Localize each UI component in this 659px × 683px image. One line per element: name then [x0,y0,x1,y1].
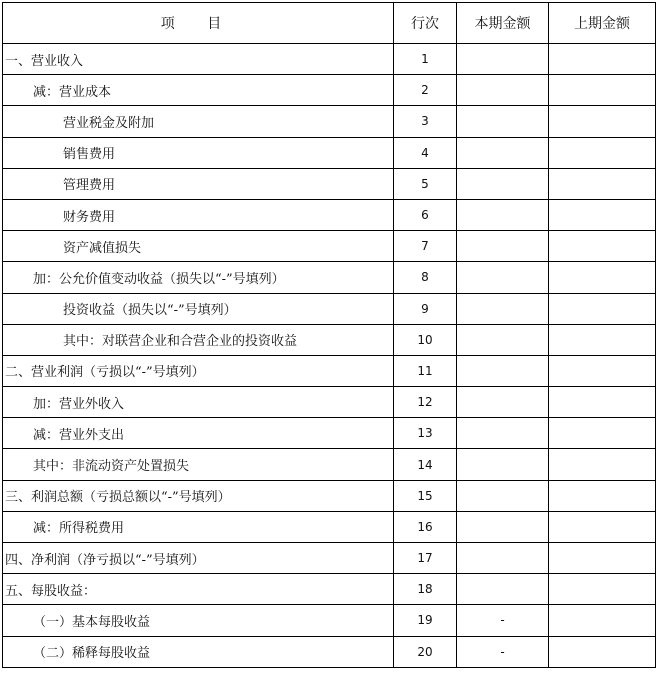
previous-amount-cell[interactable] [549,324,656,355]
previous-amount-cell[interactable] [549,262,656,293]
item-label: 四、净利润（净亏损以“-”号填列） [3,543,394,574]
table-row [3,605,656,636]
item-label: 其中：非流动资产处置损失 [3,449,394,480]
row-number: 8 [394,262,457,293]
table-row [3,199,656,230]
item-label: 销售费用 [3,137,394,168]
previous-amount-cell[interactable] [549,574,656,605]
row-number: 13 [394,418,457,449]
table-row [3,262,656,293]
table-row [3,137,656,168]
previous-amount-cell[interactable] [549,355,656,386]
row-number: 15 [394,480,457,511]
item-label: 五、每股收益： [3,574,394,605]
current-amount-cell[interactable] [457,511,549,542]
current-amount-cell[interactable] [457,418,549,449]
row-number: 12 [394,387,457,418]
previous-amount-cell[interactable] [549,293,656,324]
row-number: 9 [394,293,457,324]
item-label: 二、营业利润（亏损以“-”号填列） [3,355,394,386]
item-label: 管理费用 [3,168,394,199]
item-label: 一、营业收入 [3,44,394,75]
current-amount-cell[interactable] [457,449,549,480]
table-row [3,231,656,262]
table-row [3,387,656,418]
previous-amount-cell[interactable] [549,106,656,137]
header-current-amount: 本期金额 [457,3,549,44]
item-label: 其中：对联营企业和合营企业的投资收益 [3,324,394,355]
item-label: 减：营业外支出 [3,418,394,449]
table-row [3,636,656,667]
row-number: 14 [394,449,457,480]
current-amount-cell[interactable] [457,355,549,386]
table-row [3,44,656,75]
table-row [3,480,656,511]
current-amount-cell[interactable]: - [457,605,549,636]
item-label: 营业税金及附加 [3,106,394,137]
current-amount-cell[interactable] [457,168,549,199]
item-label: 减：所得税费用 [3,511,394,542]
table-row [3,511,656,542]
row-number: 1 [394,44,457,75]
current-amount-cell[interactable] [457,324,549,355]
header-item: 项 目 [3,3,394,44]
item-label: 资产减值损失 [3,231,394,262]
previous-amount-cell[interactable] [549,449,656,480]
table-row [3,418,656,449]
table-row [3,168,656,199]
current-amount-cell[interactable] [457,480,549,511]
header-row [3,3,656,44]
row-number: 18 [394,574,457,605]
item-label: 财务费用 [3,199,394,230]
item-label: 三、利润总额（亏损总额以“-”号填列） [3,480,394,511]
income-statement-table [2,2,656,668]
previous-amount-cell[interactable] [549,511,656,542]
row-number: 4 [394,137,457,168]
previous-amount-cell[interactable] [549,387,656,418]
previous-amount-cell[interactable] [549,480,656,511]
row-number: 11 [394,355,457,386]
current-amount-cell[interactable] [457,44,549,75]
current-amount-cell[interactable] [457,231,549,262]
table-row [3,324,656,355]
item-label: 加：营业外收入 [3,387,394,418]
previous-amount-cell[interactable] [549,44,656,75]
current-amount-cell[interactable] [457,387,549,418]
current-amount-cell[interactable] [457,293,549,324]
current-amount-cell[interactable] [457,137,549,168]
row-number: 19 [394,605,457,636]
header-row-number: 行次 [394,3,457,44]
current-amount-cell[interactable] [457,574,549,605]
table-row [3,106,656,137]
current-amount-cell[interactable] [457,262,549,293]
previous-amount-cell[interactable] [549,543,656,574]
item-label: （二）稀释每股收益 [3,636,394,667]
table-row [3,75,656,106]
item-label: 投资收益（损失以“-”号填列） [3,293,394,324]
current-amount-cell[interactable] [457,543,549,574]
row-number: 6 [394,199,457,230]
previous-amount-cell[interactable] [549,199,656,230]
row-number: 5 [394,168,457,199]
previous-amount-cell[interactable] [549,168,656,199]
previous-amount-cell[interactable] [549,75,656,106]
item-label: 加：公允价值变动收益（损失以“-”号填列） [3,262,394,293]
previous-amount-cell[interactable] [549,418,656,449]
row-number: 7 [394,231,457,262]
row-number: 3 [394,106,457,137]
table-row [3,574,656,605]
current-amount-cell[interactable] [457,75,549,106]
table-row [3,449,656,480]
row-number: 2 [394,75,457,106]
current-amount-cell[interactable] [457,106,549,137]
previous-amount-cell[interactable] [549,636,656,667]
item-label: （一）基本每股收益 [3,605,394,636]
previous-amount-cell[interactable] [549,605,656,636]
row-number: 20 [394,636,457,667]
row-number: 16 [394,511,457,542]
current-amount-cell[interactable] [457,199,549,230]
previous-amount-cell[interactable] [549,231,656,262]
row-number: 10 [394,324,457,355]
table-row [3,355,656,386]
table-row [3,293,656,324]
current-amount-cell[interactable]: - [457,636,549,667]
item-label: 减：营业成本 [3,75,394,106]
header-previous-amount: 上期金额 [549,3,656,44]
row-number: 17 [394,543,457,574]
table-row [3,543,656,574]
previous-amount-cell[interactable] [549,137,656,168]
